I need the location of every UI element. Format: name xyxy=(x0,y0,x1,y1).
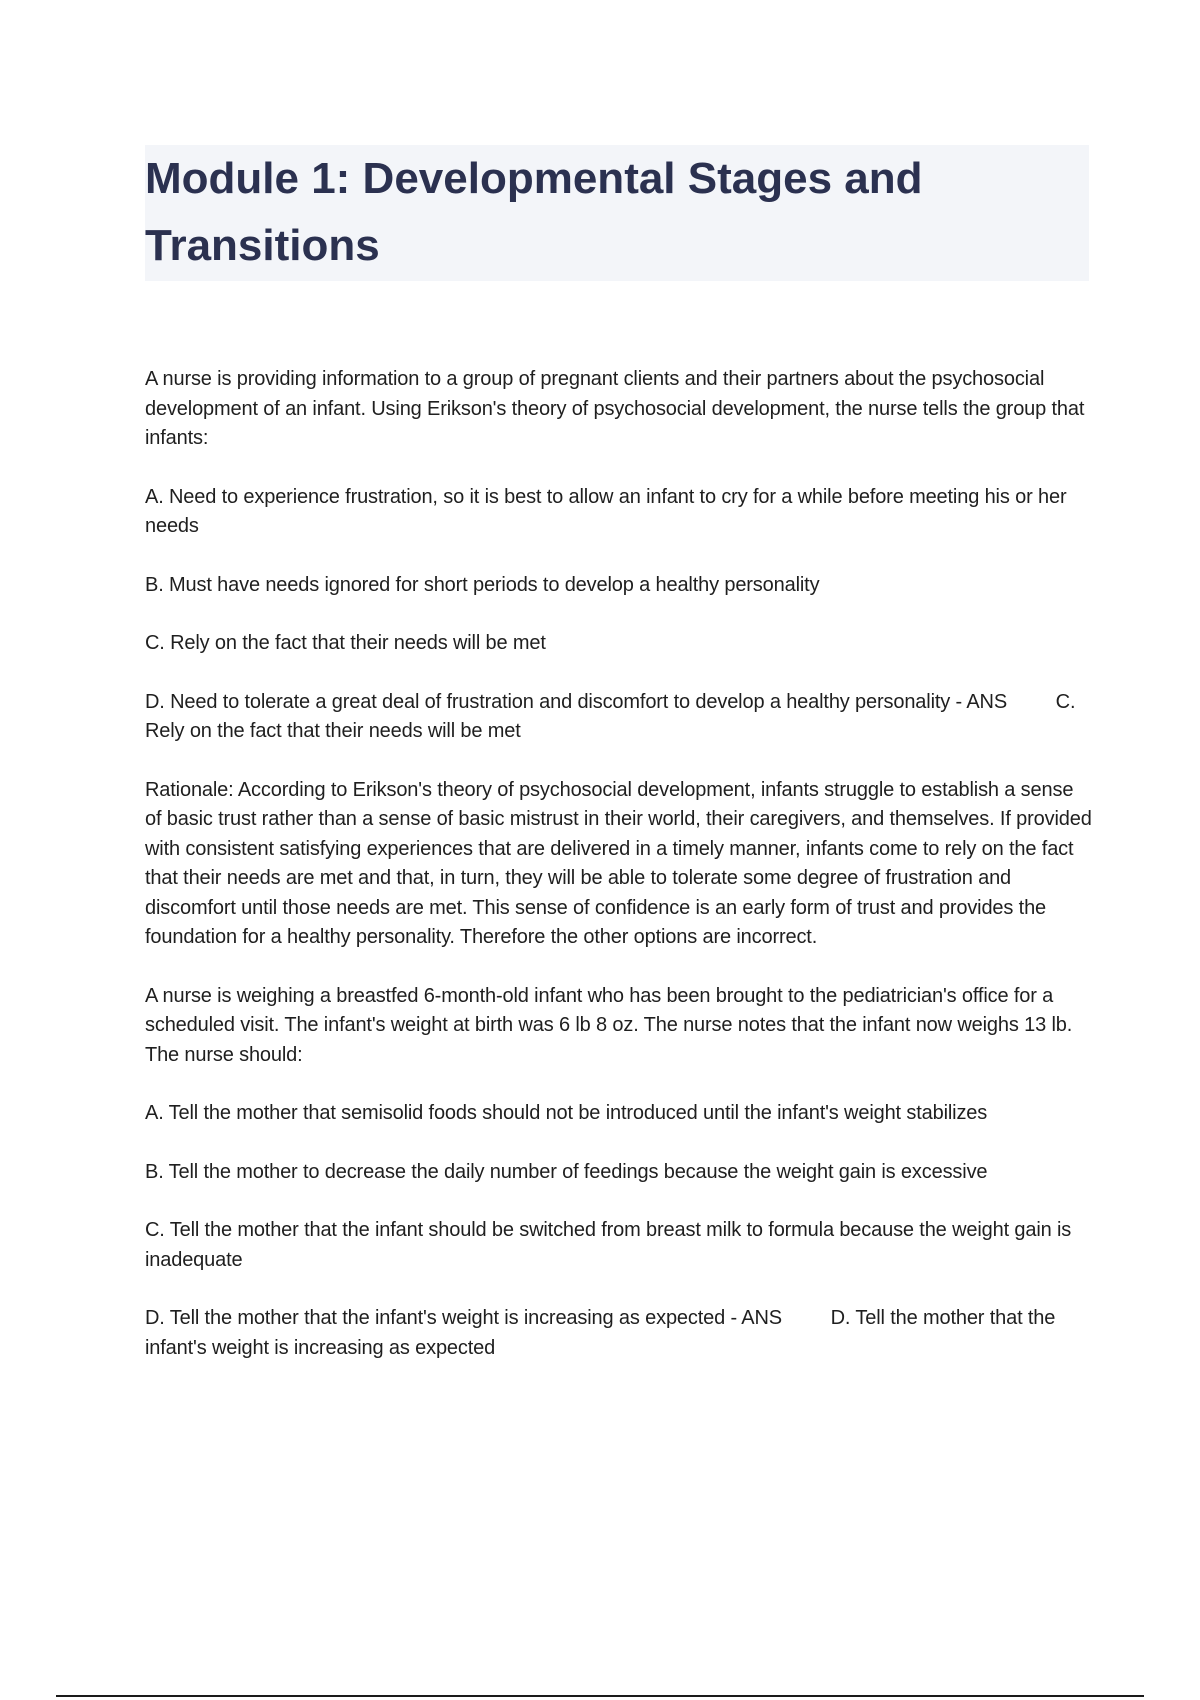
question-2-option-c: C. Tell the mother that the infant should be switched from breast milk to formula because the weight gain is inadequate xyxy=(145,1219,1077,1271)
question-2-option-b: B. Tell the mother to decrease the daily number of feedings because the weight gain is excessive xyxy=(145,1160,988,1183)
document-body xyxy=(145,365,1098,1392)
question-1-option-a: A. Need to experience frustration, so it is best to allow an infant to cry for a while before meeting his or her needs xyxy=(145,485,1072,537)
question-2-option-a: A. Tell the mother that semisolid foods should not be introduced until the infant's weight stabilizes xyxy=(145,1102,988,1124)
title-banner xyxy=(145,145,1089,281)
question-2-stem: A nurse is weighing a breastfed 6-month-old infant who has been brought to the pediatrician's office for a scheduled visit. The infant's weight at birth was 6 lb 8 oz. The nurse notes that the infant now weighs 13 lb. The nurse should: xyxy=(145,984,1078,1066)
question-1-option-d-answer: D. Need to tolerate a great deal of frustration and discomfort to develop a healthy personality - ANS C. Rely on the fact that their needs will be met xyxy=(145,690,1081,742)
question-1-stem: A nurse is providing information to a group of pregnant clients and their partners about the psychosocial development of an infant. Using Erikson's theory of psychosocial development, the nurse tells the group that infants: xyxy=(145,368,1090,449)
footer-divider xyxy=(56,1695,1144,1697)
question-1-option-c: C. Rely on the fact that their needs will be met xyxy=(145,632,546,654)
question-2-option-d-answer: D. Tell the mother that the infant's weight is increasing as expected - ANS D. Tell the mother that the infant's weight is increasing as expected xyxy=(145,1307,1061,1359)
question-1-rationale: Rationale: According to Erikson's theory of psychosocial development, infants struggle to establish a sense of basic trust rather than a sense of basic mistrust in their world, their caregivers, and themselves. If provided with consistent satisfying experiences that are delivered in a timely manner, infants come to rely on the fact that their needs are met and that, in turn, they will be able to tolerate some degree of frustration and discomfort until those needs are met. This sense of confidence is an early form of trust and provides the foundation for a healthy personality. Therefore the other options are incorrect. xyxy=(145,778,1098,948)
question-1-option-b: B. Must have needs ignored for short periods to develop a healthy personality xyxy=(145,573,820,596)
page-title: Module 1: Developmental Stages and Transitions xyxy=(145,154,923,270)
